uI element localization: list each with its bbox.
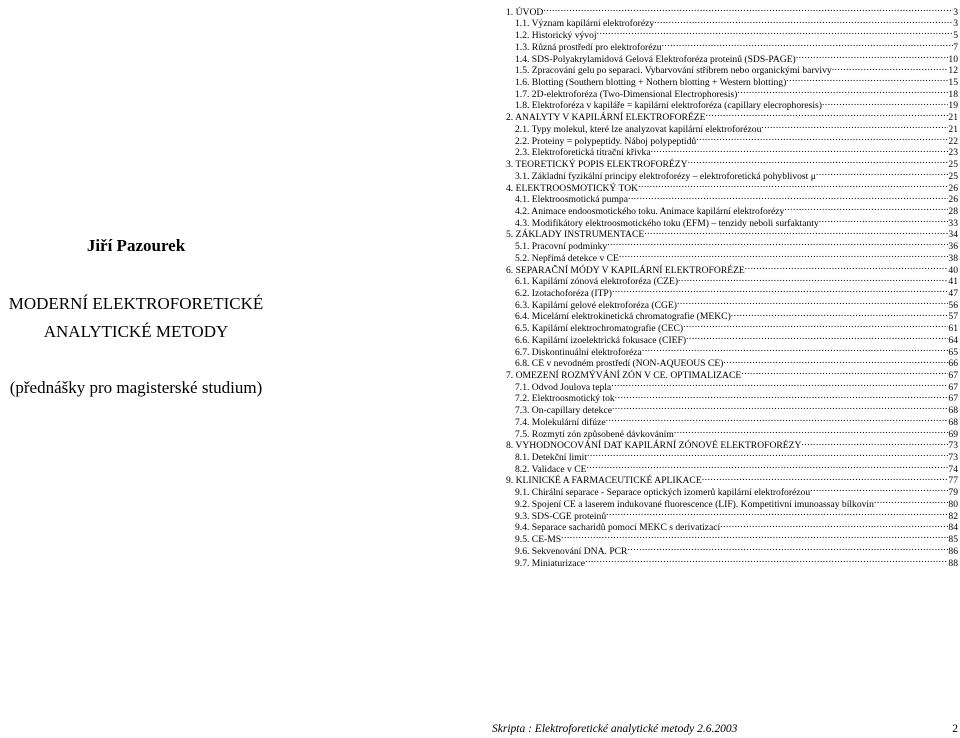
toc-page-number: 10 [948, 53, 958, 65]
toc-dot-leader [612, 284, 948, 296]
toc-page-number: 3 [953, 6, 958, 18]
toc-page-number: 34 [948, 229, 958, 241]
toc-page-number: 74 [948, 463, 958, 475]
toc-entry-title: 7.3. On-capillary detekce [515, 405, 612, 417]
toc-entry-title: 7.5. Rozmytí zón způsobené dávkováním [515, 428, 674, 440]
toc-entry-title: 1.8. Elektroforéza v kapiláře = kapilární elektroforéza (capillary elecrophoresis) [515, 100, 822, 112]
toc-entry-title: 3.1. Základní fyzikální principy elektroforézy – elektroforetická pohyblivost μ [515, 170, 816, 182]
toc-dot-leader [819, 214, 949, 226]
toc-page-number: 22 [948, 135, 958, 147]
toc-page-number: 21 [948, 123, 958, 135]
toc-dot-leader [801, 437, 948, 449]
toc-dot-leader [696, 132, 948, 144]
toc-page-number: 12 [948, 65, 958, 77]
toc-entry-title: 1.2. Historický vývoj [515, 30, 597, 42]
toc-dot-leader [597, 26, 954, 38]
toc-entry-title: 6.6. Kapilární izoelektrická fokusace (CIEF) [515, 334, 687, 346]
toc-page-number: 19 [948, 100, 958, 112]
toc-page-number: 79 [948, 487, 958, 499]
toc-dot-leader [686, 331, 948, 343]
toc-dot-leader [678, 273, 948, 285]
toc-page-number: 68 [948, 416, 958, 428]
toc-subsection-entry[interactable] [506, 542, 958, 557]
toc-page-number: 88 [948, 557, 958, 569]
toc-entry-title: 5.2. Nepřímá detekce v CE [515, 252, 619, 264]
toc-page-number: 56 [948, 299, 958, 311]
toc-dot-leader [628, 191, 948, 203]
toc-page-number: 82 [948, 510, 958, 522]
toc-page-number: 61 [948, 323, 958, 335]
toc-entry-title: 6.5. Kapilární elektrochromatografie (CEC) [515, 323, 684, 335]
toc-dot-leader [654, 15, 953, 27]
toc-dot-leader [662, 38, 954, 50]
toc-dot-leader [651, 144, 949, 156]
toc-dot-leader [720, 519, 948, 531]
toc-entry-title: 7.4. Molekulární difúze [515, 416, 606, 428]
toc-dot-leader [642, 343, 949, 355]
toc-dot-leader [706, 108, 949, 120]
toc-entry-title: 9.2. Spojení CE a laserem indukované fluorescence (LIF). Kompetitivní imunoassay bílkovin [515, 498, 874, 510]
toc-dot-leader [723, 355, 948, 367]
toc-page-number: 68 [948, 405, 958, 417]
toc-entry-title: 6.3. Kapilární gelové elektroforéza (CGE) [515, 299, 677, 311]
toc-entry-title: 1.3. Různá prostředí pro elektroforézu [515, 41, 662, 53]
toc-page-number: 26 [948, 194, 958, 206]
toc-dot-leader [674, 425, 949, 437]
toc-page-number: 77 [948, 475, 958, 487]
toc-page-number: 65 [948, 346, 958, 358]
toc-page-number: 67 [948, 370, 958, 381]
toc-page-number: 7 [953, 41, 958, 53]
toc-dot-leader [796, 50, 949, 62]
author-name: Jiří Pazourek [86, 236, 186, 255]
toc-entry-title: 7.2. Elektroosmotický tok [515, 393, 615, 405]
toc-chapter-entry[interactable] [506, 3, 958, 18]
toc-dot-leader [611, 378, 948, 390]
toc-page-number: 67 [948, 381, 958, 393]
toc-entry-title: 2.1. Typy molekul, které lze analyzovat kapilární elektroforézou [515, 123, 762, 135]
toc-dot-leader [784, 202, 948, 214]
footer-text: Skripta : Elektroforetické analytické metody 2.6.2003 [492, 723, 738, 735]
toc-page-number: 38 [948, 252, 958, 264]
document-subtitle: (přednášky pro magisterské studium) [9, 378, 263, 397]
toc-page-number: 25 [948, 170, 958, 182]
toc-dot-leader [612, 401, 948, 413]
toc-entry-title: 9.1. Chirální separace - Separace optických izomerů kapilární elektroforézou [515, 487, 811, 499]
toc-page-number: 57 [948, 311, 958, 323]
toc-page-number: 67 [948, 393, 958, 405]
toc-entry-title: 1.1. Význam kapilární elektroforézy [515, 18, 655, 30]
toc-page-number: 84 [948, 522, 958, 534]
toc-page-number: 25 [948, 159, 958, 171]
toc-dot-leader [585, 554, 948, 566]
toc-dot-leader [688, 155, 949, 167]
toc-entry-title: 1.7. 2D-elektroforéza (Two-Dimensional Electrophoresis) [515, 88, 738, 100]
toc-entry-title: 9.6. Sekvenování DNA. PCR [515, 545, 628, 557]
toc-dot-leader [810, 483, 948, 495]
toc-page-number: 41 [948, 276, 958, 288]
toc-page-number: 3 [953, 18, 958, 30]
toc-page-number: 18 [948, 88, 958, 100]
toc-dot-leader [606, 413, 949, 425]
toc-dot-leader [731, 308, 949, 320]
toc-page-number: 66 [948, 358, 958, 370]
toc-dot-leader [627, 542, 948, 554]
toc-entry-title: 3. TEORETICKÝ POPIS ELEKTROFORÉZY [506, 159, 688, 171]
toc-entry-title: 1. ÚVOD [506, 6, 544, 18]
page-number: 2 [952, 723, 958, 735]
toc-dot-leader [587, 460, 949, 472]
toc-page-number: 33 [948, 217, 958, 229]
toc-page-number: 73 [948, 452, 958, 464]
toc-page-number: 85 [948, 534, 958, 546]
toc-entry-title: 9.3. SDS-CGE proteinů [515, 510, 607, 522]
toc-entry-title: 9. KLINICKÉ A FARMACEUTICKÉ APLIKACE [506, 475, 702, 487]
toc-entry-title: 2.2. Proteiny = polypeptidy. Náboj polypeptidů [515, 135, 697, 147]
toc-dot-leader [638, 179, 948, 191]
toc-page-number: 36 [948, 241, 958, 253]
title-line-1: MODERNÍ ELEKTROFORETICKÉ [8, 294, 264, 313]
title-line-2: ANALYTICKÉ METODY [43, 322, 229, 341]
toc-dot-leader [615, 390, 949, 402]
toc-dot-leader [543, 3, 953, 15]
toc-dot-leader [644, 226, 948, 238]
toc-entry-title: 9.4. Separace sacharidů pomocí MEKC s derivatizací [515, 522, 721, 534]
toc-subsection-entry[interactable] [506, 530, 958, 546]
toc-entry-title: 6.2. Izotachoforéza (ITP) [515, 287, 612, 299]
title-panel [0, 0, 272, 738]
toc-entry-title: 2.3. Elektroforetická titrační křivka [515, 147, 651, 159]
toc-dot-leader [561, 530, 948, 542]
toc-dot-leader [761, 120, 948, 132]
toc-dot-leader [741, 366, 948, 378]
toc-entry-title: 2. ANALYTY V KAPILÁRNÍ ELEKTROFORÉZE [506, 112, 706, 124]
toc-page-number: 86 [948, 545, 958, 557]
toc-dot-leader [832, 62, 949, 74]
toc-dot-leader [745, 261, 949, 273]
toc-entry-title: 6.8. CE v nevodném prostředí (NON-AQUEOUS CE) [515, 358, 724, 370]
toc-entry-title: 1.4. SDS-Polyakrylamidová Gelová Elektroforéza proteinů (SDS-PAGE) [515, 53, 796, 65]
toc-dot-leader [607, 237, 948, 249]
toc-entry-title: 9.7. Miniaturizace [515, 557, 586, 569]
toc-entry-title: 8.1. Detekční limit [515, 452, 587, 464]
toc-dot-leader [677, 296, 948, 308]
toc-entry-title: 4. ELEKTROOSMOTICKÝ TOK [506, 182, 639, 194]
toc-dot-leader [683, 319, 948, 331]
toc-dot-leader [587, 448, 948, 460]
toc-dot-leader [619, 249, 949, 261]
toc-page-number: 80 [948, 498, 958, 510]
toc-dot-leader [786, 73, 948, 85]
toc-entry-title: 9.5. CE-MS [515, 534, 562, 546]
toc-page-number: 26 [948, 182, 958, 194]
toc-page-number: 28 [948, 205, 958, 217]
toc-entry-title: 4.3. Modifikátory elektroosmotického toku (EFM) – tenzidy neboli surfaktanty [515, 217, 819, 229]
toc-entry-title: 7.1. Odvod Joulova tepla [515, 381, 612, 393]
toc-page-number: 73 [948, 440, 958, 452]
toc-page-number: 69 [948, 428, 958, 440]
page-footer [492, 723, 958, 735]
toc-page-number: 40 [948, 264, 958, 276]
toc-dot-leader [702, 472, 949, 484]
toc-entry-title: 8.2. Validace v CE [515, 463, 587, 475]
toc-entry-title: 6.4. Micelární elektrokinetická chromatografie (MEKC) [515, 311, 731, 323]
toc-entry-title: 4.2. Animace endoosmotického toku. Animace kapilární elektroforézy [515, 205, 785, 217]
toc-subsection-entry[interactable] [506, 15, 958, 30]
toc-dot-leader [874, 495, 949, 507]
toc-page-number: 21 [948, 112, 958, 124]
toc-dot-leader [822, 97, 948, 109]
toc-entry-title: 6.7. Diskontinuální elektroforéza [515, 346, 642, 358]
toc-page-number: 5 [953, 30, 958, 42]
toc-entry-title: 4.1. Elektroosmotická pumpa [515, 194, 628, 206]
toc-dot-leader [606, 507, 948, 519]
toc-page-number: 47 [948, 287, 958, 299]
toc-page-number: 15 [948, 77, 958, 89]
toc-page-number: 23 [948, 147, 958, 159]
toc-entry-title: 5. ZÁKLADY INSTRUMENTACE [506, 229, 645, 241]
toc-entry-title: 1.5. Zpracování gelu po separaci. Vybarvování stříbrem nebo organickými barvivy [515, 65, 832, 77]
table-of-contents [506, 3, 958, 569]
toc-entry-title: 7. OMEZENÍ ROZMÝVÁNÍ ZÓN V CE. OPTIMALIZACE [506, 370, 742, 381]
toc-entry-title: 6. SEPARAČNÍ MÓDY V KAPILÁRNÍ ELEKTROFORÉZE [506, 264, 745, 276]
toc-entry-title: 6.1. Kapilární zónová elektroforéza (CZE) [515, 276, 679, 288]
toc-entry-title: 5.1. Pracovní podmínky [515, 241, 608, 253]
toc-dot-leader [737, 85, 948, 97]
toc-dot-leader [816, 167, 949, 179]
toc-entry-title: 8. VYHODNOCOVÁNÍ DAT KAPILÁRNÍ ZÓNOVÉ ELEKTROFORÉZY [506, 440, 802, 452]
toc-entry-title: 1.6. Blotting (Southern blotting + Nothern blotting + Western blotting) [515, 77, 787, 89]
toc-page-number: 64 [948, 334, 958, 346]
document-title [0, 290, 272, 346]
